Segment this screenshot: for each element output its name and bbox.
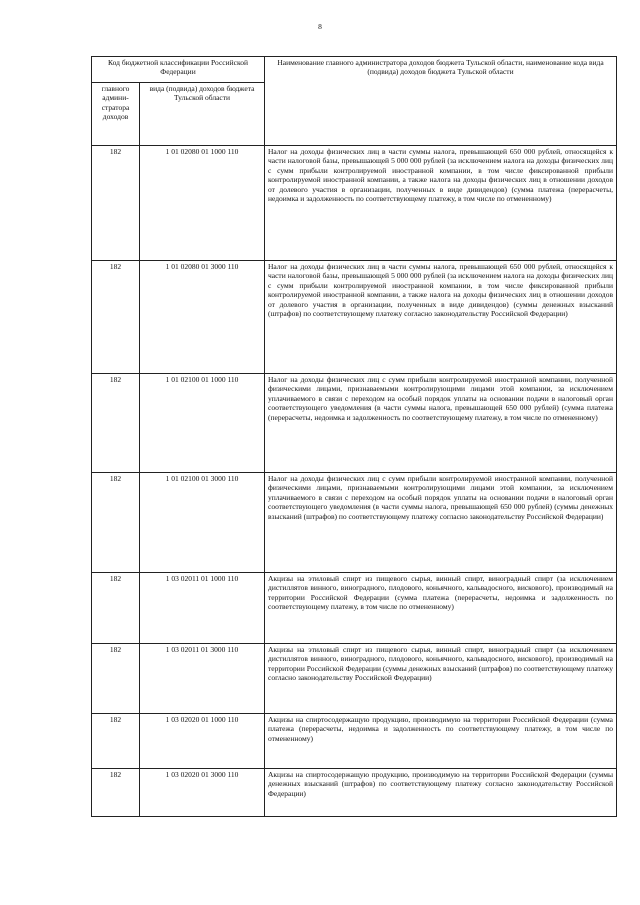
income-name-cell: Налог на доходы физических лиц с сумм прибыли контролируемой иностранной компании, полученной физическими лицами, признаваемыми контролирующими лицами этой компании, за исключением уплачиваемого в связи с переходом на особый порядок уплаты на основании подачи в налоговый орган соответствующего уведомления (в части суммы налога, превышающей 650 000 рублей) (суммы денежных взысканий (штрафов) по соответствующему платежу согласно законодательству Российской Федерации) <box>265 473 617 573</box>
table-row <box>92 573 617 644</box>
admin-code-cell: 182 <box>92 146 140 261</box>
income-name-cell: Акцизы на спиртосодержащую продукцию, производимую на территории Российской Федерации (сумма платежа (перерасчеты, недоимка и задолженность по соответствующему платежу, в том числе по отмененному) <box>265 714 617 769</box>
page-number: 8 <box>318 22 322 31</box>
admin-code-cell: 182 <box>92 644 140 714</box>
income-name-cell: Налог на доходы физических лиц в части суммы налога, превышающей 650 000 рублей, относящейся к части налоговой базы, превышающей 5 000 000 рублей (за исключением налога на доходы физических лиц с сумм прибыли контролируемой иностранной компании, в том числе фиксированной прибыли контролируемой иностранной компании, а также налога на доходы физических лиц в отношении доходов от долевого участия в организации, полученных в виде дивидендов) (суммы денежных взысканий (штрафов) по соответствующему платежу согласно законодательству Российской Федерации) <box>265 261 617 374</box>
income-code-cell: 1 01 02100 01 1000 110 <box>140 374 265 473</box>
header-code-group: Код бюджетной классификации Российской Федерации <box>92 57 265 83</box>
income-code-cell: 1 01 02080 01 3000 110 <box>140 261 265 374</box>
table-row <box>92 374 617 473</box>
income-code-cell: 1 03 02020 01 1000 110 <box>140 714 265 769</box>
income-code-cell: 1 01 02100 01 3000 110 <box>140 473 265 573</box>
table-row <box>92 261 617 374</box>
income-name-cell: Налог на доходы физических лиц в части суммы налога, превышающей 650 000 рублей, относящейся к части налоговой базы, превышающей 5 000 000 рублей (за исключением налога на доходы физических лиц с сумм прибыли контролируемой иностранной компании, в том числе фиксированной прибыли контролируемой иностранной компании, а также налога на доходы физических лиц в отношении доходов от долевого участия в организации, полученных в виде дивидендов) (сумма платежа (перерасчеты, недоимка и задолженность по соответствующему платежу, в том числе по отмененному) <box>265 146 617 261</box>
admin-code-cell: 182 <box>92 769 140 817</box>
header-admin-column: главного админи-стратора доходов <box>92 83 140 146</box>
admin-code-cell: 182 <box>92 714 140 769</box>
admin-code-cell: 182 <box>92 473 140 573</box>
income-name-cell: Акцизы на этиловый спирт из пищевого сырья, винный спирт, виноградный спирт (за исключением дистиллятов винного, виноградного, плодового, коньячного, кальвадосного, вискового), производимый на территории Российской Федерации (сумма платежа (перерасчеты, недоимка и задолженность по соответствующему платежу, в том числе по отмененному) <box>265 573 617 644</box>
budget-codes-table <box>91 56 617 817</box>
income-code-cell: 1 03 02011 01 3000 110 <box>140 644 265 714</box>
income-code-cell: 1 03 02011 01 1000 110 <box>140 573 265 644</box>
admin-code-cell: 182 <box>92 261 140 374</box>
table-row <box>92 769 617 817</box>
income-name-cell: Акцизы на спиртосодержащую продукцию, производимую на территории Российской Федерации (суммы денежных взысканий (штрафов) по соответствующему платежу согласно законодательству Российской Федерации) <box>265 769 617 817</box>
income-name-cell: Акцизы на этиловый спирт из пищевого сырья, винный спирт, виноградный спирт (за исключением дистиллятов винного, виноградного, плодового, коньячного, кальвадосного, вискового), производимый на территории Российской Федерации (суммы денежных взысканий (штрафов) по соответствующему платежу согласно законодательству Российской Федерации) <box>265 644 617 714</box>
table-row <box>92 644 617 714</box>
header-income-column: вида (подвида) доходов бюджета Тульской области <box>140 83 265 146</box>
table-row <box>92 714 617 769</box>
income-code-cell: 1 03 02020 01 3000 110 <box>140 769 265 817</box>
table-header-row <box>92 57 617 83</box>
income-name-cell: Налог на доходы физических лиц с сумм прибыли контролируемой иностранной компании, полученной физическими лицами, признаваемыми контролирующими лицами этой компании, за исключением уплачиваемого в связи с переходом на особый порядок уплаты на основании подачи в налоговый орган соответствующего уведомления (в части суммы налога, превышающей 650 000 рублей) (сумма платежа (перерасчеты, недоимка и задолженность по соответствующему платежу, в том числе по отмененному) <box>265 374 617 473</box>
table-body <box>92 146 617 817</box>
admin-code-cell: 182 <box>92 573 140 644</box>
header-name-column: Наименование главного администратора доходов бюджета Тульской области, наименование кода вида (подвида) доходов бюджета Тульской области <box>265 57 617 146</box>
table-row <box>92 146 617 261</box>
income-code-cell: 1 01 02080 01 1000 110 <box>140 146 265 261</box>
table-row <box>92 473 617 573</box>
admin-code-cell: 182 <box>92 374 140 473</box>
